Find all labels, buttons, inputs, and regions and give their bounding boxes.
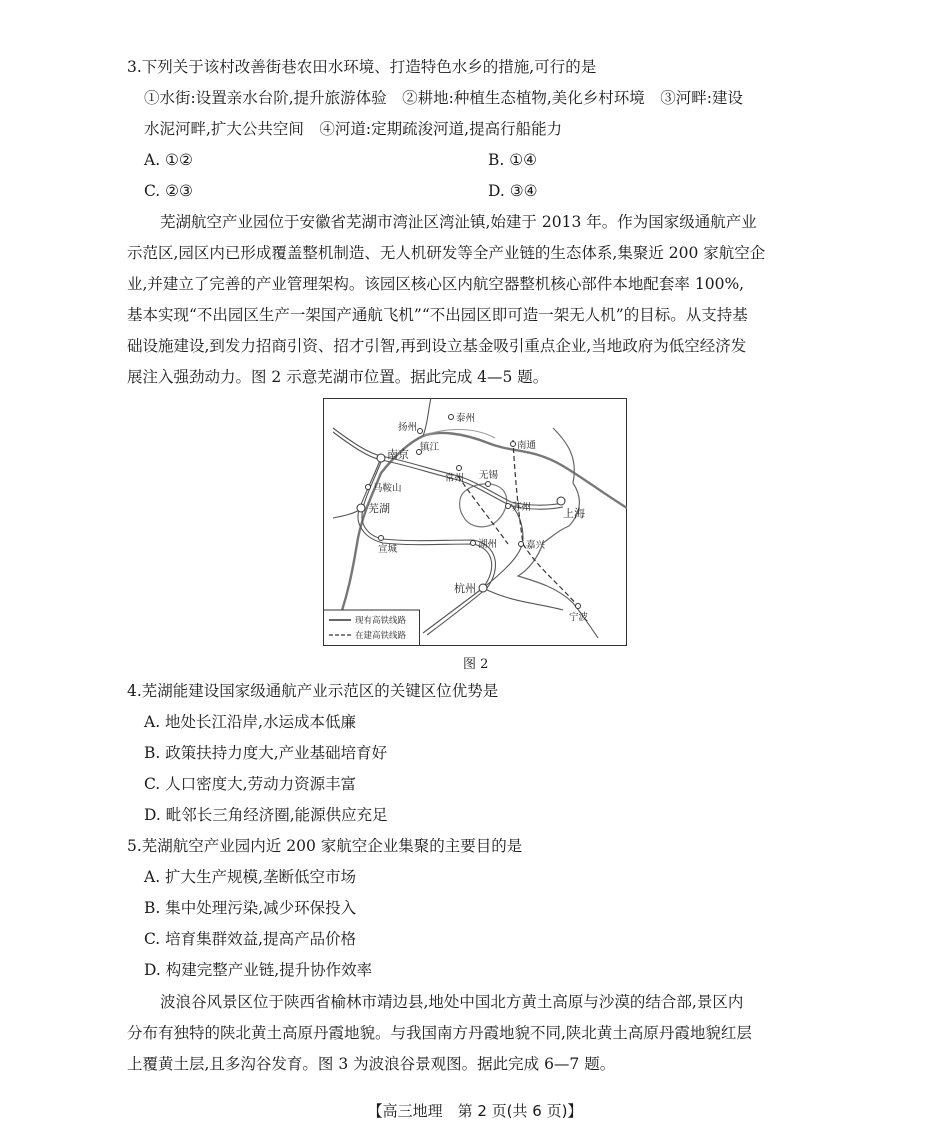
legend-construction-label: 在建高铁线路 <box>355 631 407 641</box>
q3-option-b: B. ①④ <box>488 151 538 169</box>
map-label-taizhou: 泰州 <box>456 413 476 424</box>
map-label-wuhu: 芜湖 <box>368 502 390 515</box>
map-label-suzhou: 苏州 <box>512 502 532 513</box>
taizhou-dot <box>449 415 454 420</box>
figure-caption: 图 2 <box>463 657 489 672</box>
passage1-line: 展注入强劲动力。图 2 示意芜湖市位置。据此完成 4—5 题。 <box>127 368 549 386</box>
q5-stem: 5.芜湖航空产业园内近 200 家航空企业集聚的主要目的是 <box>127 837 523 855</box>
map-label-changzhou: 常州 <box>445 473 465 484</box>
passage2-line: 波浪谷风景区位于陕西省榆林市靖边县,地处中国北方黄土高原与沙漠的结合部,景区内 <box>160 993 744 1011</box>
q5-option-b: B. 集中处理污染,减少环保投入 <box>144 899 357 917</box>
passage1-line: 示范区,园区内已形成覆盖整机制造、无人机研发等全产业链的生态体系,集聚近 200 家航空企 <box>127 244 766 262</box>
maanshan-dot <box>366 485 371 490</box>
q4-stem: 4.芜湖能建设国家级通航产业示范区的关键区位优势是 <box>127 682 499 700</box>
yangzhou-dot <box>418 429 423 434</box>
ningbo-dot <box>576 604 581 609</box>
yangtze-delta-map <box>323 398 627 646</box>
map-label-zhenjiang: 镇江 <box>420 442 440 453</box>
q3-option-c: C. ②③ <box>144 182 193 200</box>
map-label-yangzhou: 扬州 <box>398 422 418 433</box>
nanjing-dot <box>377 454 385 462</box>
nantong-dot <box>511 442 516 447</box>
map-label-hangzhou: 杭州 <box>454 582 476 595</box>
q5-option-a: A. 扩大生产规模,垄断低空市场 <box>144 868 356 886</box>
jiaxing-dot <box>519 542 524 547</box>
q3-items-line2: 水泥河畔,扩大公共空间 ④河道:定期疏浚河道,提高行船能力 <box>144 120 563 138</box>
q5-option-c: C. 培育集群效益,提高产品价格 <box>144 930 357 948</box>
hangzhou-dot <box>479 584 487 592</box>
map-label-ningbo: 宁波 <box>569 612 589 623</box>
q4-option-b: B. 政策扶持力度大,产业基础培育好 <box>144 744 388 762</box>
map-label-maanshan: 马鞍山 <box>373 483 402 494</box>
page-footer: 【高三地理 第 2 页(共 6 页)】 <box>367 1102 583 1120</box>
map-label-xuancheng: 宣城 <box>378 544 398 555</box>
wuxi-dot <box>486 482 491 487</box>
passage2-line: 上覆黄土层,且多沟谷发育。图 3 为波浪谷景观图。据此完成 6—7 题。 <box>127 1055 616 1073</box>
passage1-line: 芜湖航空产业园位于安徽省芜湖市湾沚区湾沚镇,始建于 2013 年。作为国家级通航产业 <box>160 213 757 231</box>
passage2-line: 分布有独特的陕北黄土高原丹霞地貌。与我国南方丹霞地貌不同,陕北黄土高原丹霞地貌红层 <box>127 1024 752 1042</box>
passage1-line: 业,并建立了完善的产业管理架构。该园区核心区内航空器整机核心部件本地配套率 100%, <box>127 275 745 293</box>
map-label-nantong: 南通 <box>517 440 537 451</box>
wuhu-dot <box>357 504 365 512</box>
q3-stem: 3.下列关于该村改善街巷农田水环境、打造特色水乡的措施,可行的是 <box>127 58 597 76</box>
q3-items-line1: ①水街:设置亲水台阶,提升旅游体验 ②耕地:种植生态植物,美化乡村环境 ③河畔:建设 <box>144 89 744 107</box>
map-label-huzhou: 湖州 <box>478 539 498 550</box>
q4-option-d: D. 毗邻长三角经济圈,能源供应充足 <box>144 806 388 824</box>
map-label-jiaxing: 嘉兴 <box>526 540 546 551</box>
suzhou-dot <box>506 504 511 509</box>
q3-option-d: D. ③④ <box>488 182 538 200</box>
passage1-line: 础设施建设,到发力招商引资、招才引智,再到设立基金吸引重点企业,当地政府为低空经济发 <box>127 337 747 355</box>
q3-option-a: A. ①② <box>144 151 193 169</box>
changzhou-dot <box>457 466 462 471</box>
legend-existing-label: 现有高铁线路 <box>355 616 407 626</box>
q4-option-a: A. 地处长江沿岸,水运成本低廉 <box>144 713 356 731</box>
map-legend <box>324 610 420 646</box>
shanghai-dot <box>557 497 565 505</box>
q4-option-c: C. 人口密度大,劳动力资源丰富 <box>144 775 357 793</box>
xuancheng-dot <box>379 536 384 541</box>
map-label-shanghai: 上海 <box>563 507 585 520</box>
q5-option-d: D. 构建完整产业链,提升协作效率 <box>144 961 373 979</box>
map-label-wuxi: 无锡 <box>479 470 499 481</box>
map-label-nanjing: 南京 <box>387 448 409 461</box>
huzhou-dot <box>471 541 476 546</box>
passage1-line: 基本实现“不出园区生产一架国产通航飞机”“不出园区即可造一架无人机”的目标。从支持基 <box>127 306 748 324</box>
